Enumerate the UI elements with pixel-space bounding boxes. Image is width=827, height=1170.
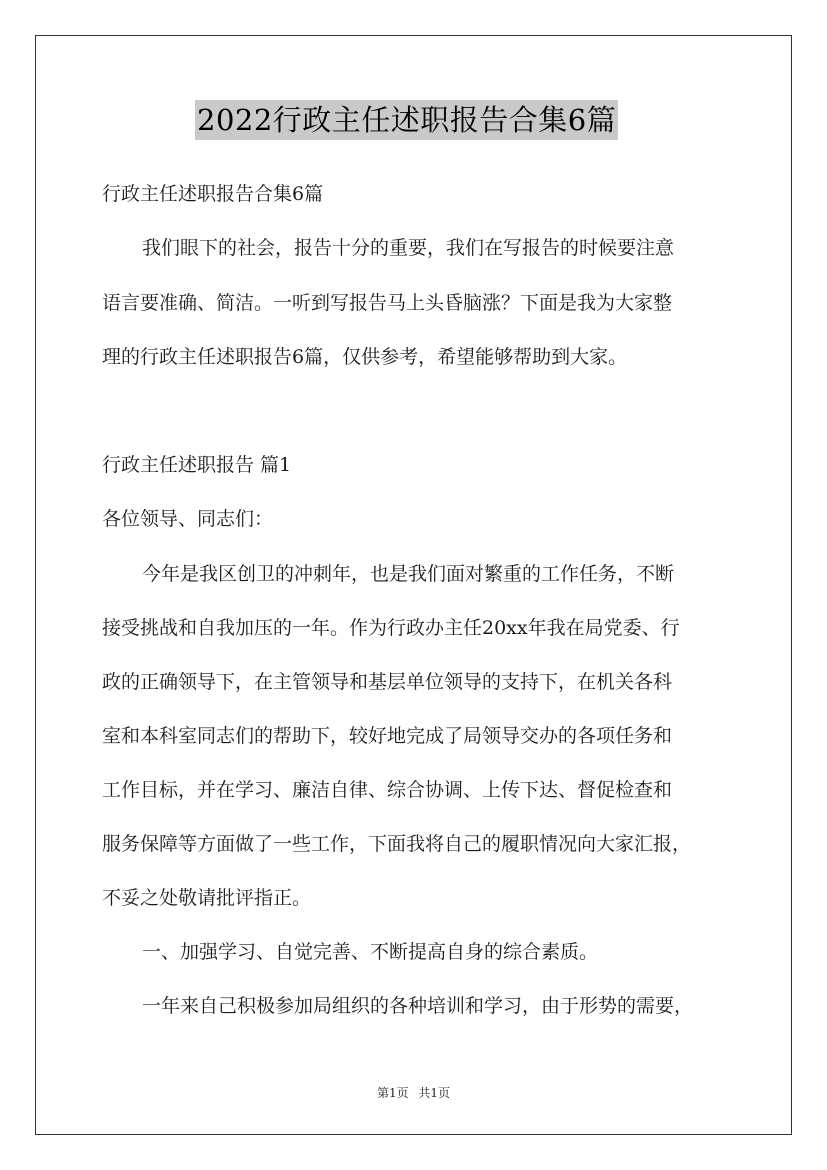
body-line-3: 政的正确领导下，在主管领导和基层单位领导的支持下，在机关各科: [102, 671, 673, 693]
page-current: 第1页: [376, 1086, 409, 1100]
document-subtitle: 行政主任述职报告合集6篇: [102, 183, 324, 205]
salutation: 各位领导、同志们：: [102, 508, 274, 530]
document-title: 2022行政主任述职报告合集6篇: [195, 100, 618, 140]
body-line-1: 今年是我区创卫的冲刺年，也是我们面对繁重的工作任务，不断: [142, 563, 675, 585]
page-total: 共1页: [418, 1086, 451, 1100]
last-line: 一年来自己积极参加局组织的各种培训和学习，由于形势的需要，: [142, 995, 694, 1017]
intro-line-1: 我们眼下的社会，报告十分的重要，我们在写报告的时候要注意: [142, 237, 675, 259]
page-footer: [0, 1084, 827, 1101]
body-line-6: 服务保障等方面做了一些工作，下面我将自己的履职情况向大家汇报，: [102, 833, 692, 855]
point-one: 一、加强学习、自觉完善、不断提高自身的综合素质。: [142, 941, 599, 963]
body-line-4: 室和本科室同志们的帮助下，较好地完成了局领导交办的各项任务和: [102, 725, 673, 747]
body-line-2: 接受挑战和自我加压的一年。作为行政办主任20xx年我在局党委、行: [102, 617, 680, 639]
intro-line-2: 语言要准确、简洁。一听到写报告马上头昏脑涨？下面是我为大家整: [102, 292, 673, 314]
body-line-5: 工作目标，并在学习、廉洁自律、综合协调、上传下达、督促检查和: [102, 779, 673, 801]
body-line-7: 不妥之处敬请批评指正。: [102, 887, 312, 909]
section-heading: 行政主任述职报告 篇1: [102, 454, 292, 476]
intro-line-3: 理的行政主任述职报告6篇，仅供参考，希望能够帮助到大家。: [102, 346, 628, 368]
